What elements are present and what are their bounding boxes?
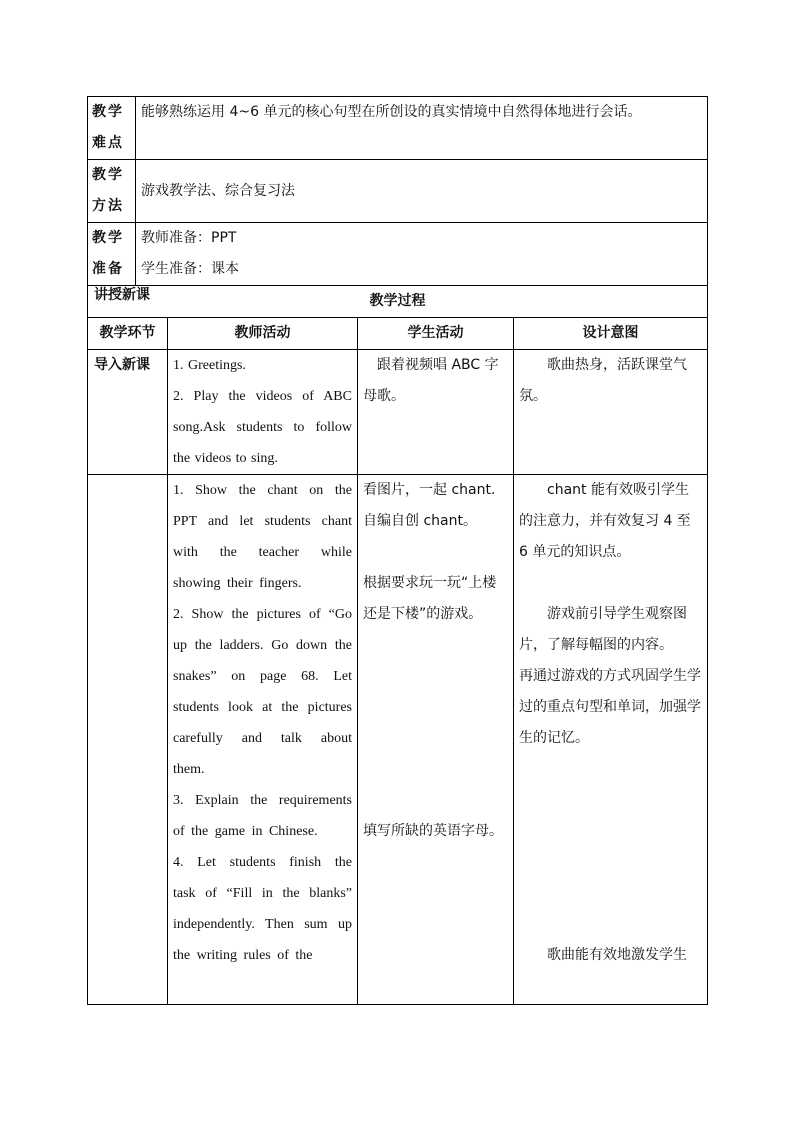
preparation-row — [88, 223, 708, 286]
header-teacher: 教师活动 — [168, 318, 358, 350]
student-activity-cell: 跟着视频唱 ABC 字母歌。 — [358, 350, 514, 475]
difficulty-content: 能够熟练运用 4~6 单元的核心句型在所创设的真实情境中自然得体地进行会话。 — [136, 97, 708, 160]
header-stage: 教学环节 — [88, 318, 168, 350]
method-content: 游戏教学法、综合复习法 — [136, 160, 708, 223]
teacher-activity-cell: 1. Greetings. 2. Play the videos of ABC song.Ask students to follow the videos to sing. — [168, 350, 358, 475]
stage-cell: 导入新课 — [88, 350, 168, 475]
header-intent: 设计意图 — [514, 318, 708, 350]
intent-cell: chant 能有效吸引学生的注意力，并有效复习 4 至 6 单元的知识点。 游戏前引导学生观察图片，了解每幅图的内容。 再通过游戏的方式巩固学生学过的重点句型和单词，加强学生的记忆。 歌曲能有效地激发学生 — [514, 475, 708, 1005]
process-title-row — [88, 286, 708, 318]
preparation-label: 教学 准备 — [88, 223, 136, 286]
difficulty-label: 教学 难点 — [88, 97, 136, 160]
teacher-activity-cell: 1. Show the chant on the PPT and let students chant with the teacher while showing their fingers. 2. Show the pictures of “Go up the ladders. Go down the snakes” on page 68. Let students look at the pictures carefully and talk about them. 3. Explain the requirements of the game in Chinese. 4. Let students finish the task of “Fill in the blanks” independently. Then sum up the writing rules of the — [168, 475, 358, 1005]
intent-cell: 歌曲热身，活跃课堂气氛。 — [514, 350, 708, 475]
method-label: 教学 方法 — [88, 160, 136, 223]
preparation-content: 教师准备：PPT 学生准备：课本 — [136, 223, 708, 286]
header-row — [88, 318, 708, 350]
table-row — [88, 350, 708, 475]
process-title: 教学过程 — [88, 286, 708, 318]
header-student: 学生活动 — [358, 318, 514, 350]
table-row — [88, 475, 708, 1005]
method-row — [88, 160, 708, 223]
stage-cell: 讲授新课 — [88, 475, 168, 1005]
lesson-plan-table — [87, 96, 708, 1005]
difficulty-row — [88, 97, 708, 160]
student-activity-cell: 看图片，一起 chant. 自编自创 chant。 根据要求玩一玩“上楼还是下楼”的游戏。 填写所缺的英语字母。 — [358, 475, 514, 1005]
